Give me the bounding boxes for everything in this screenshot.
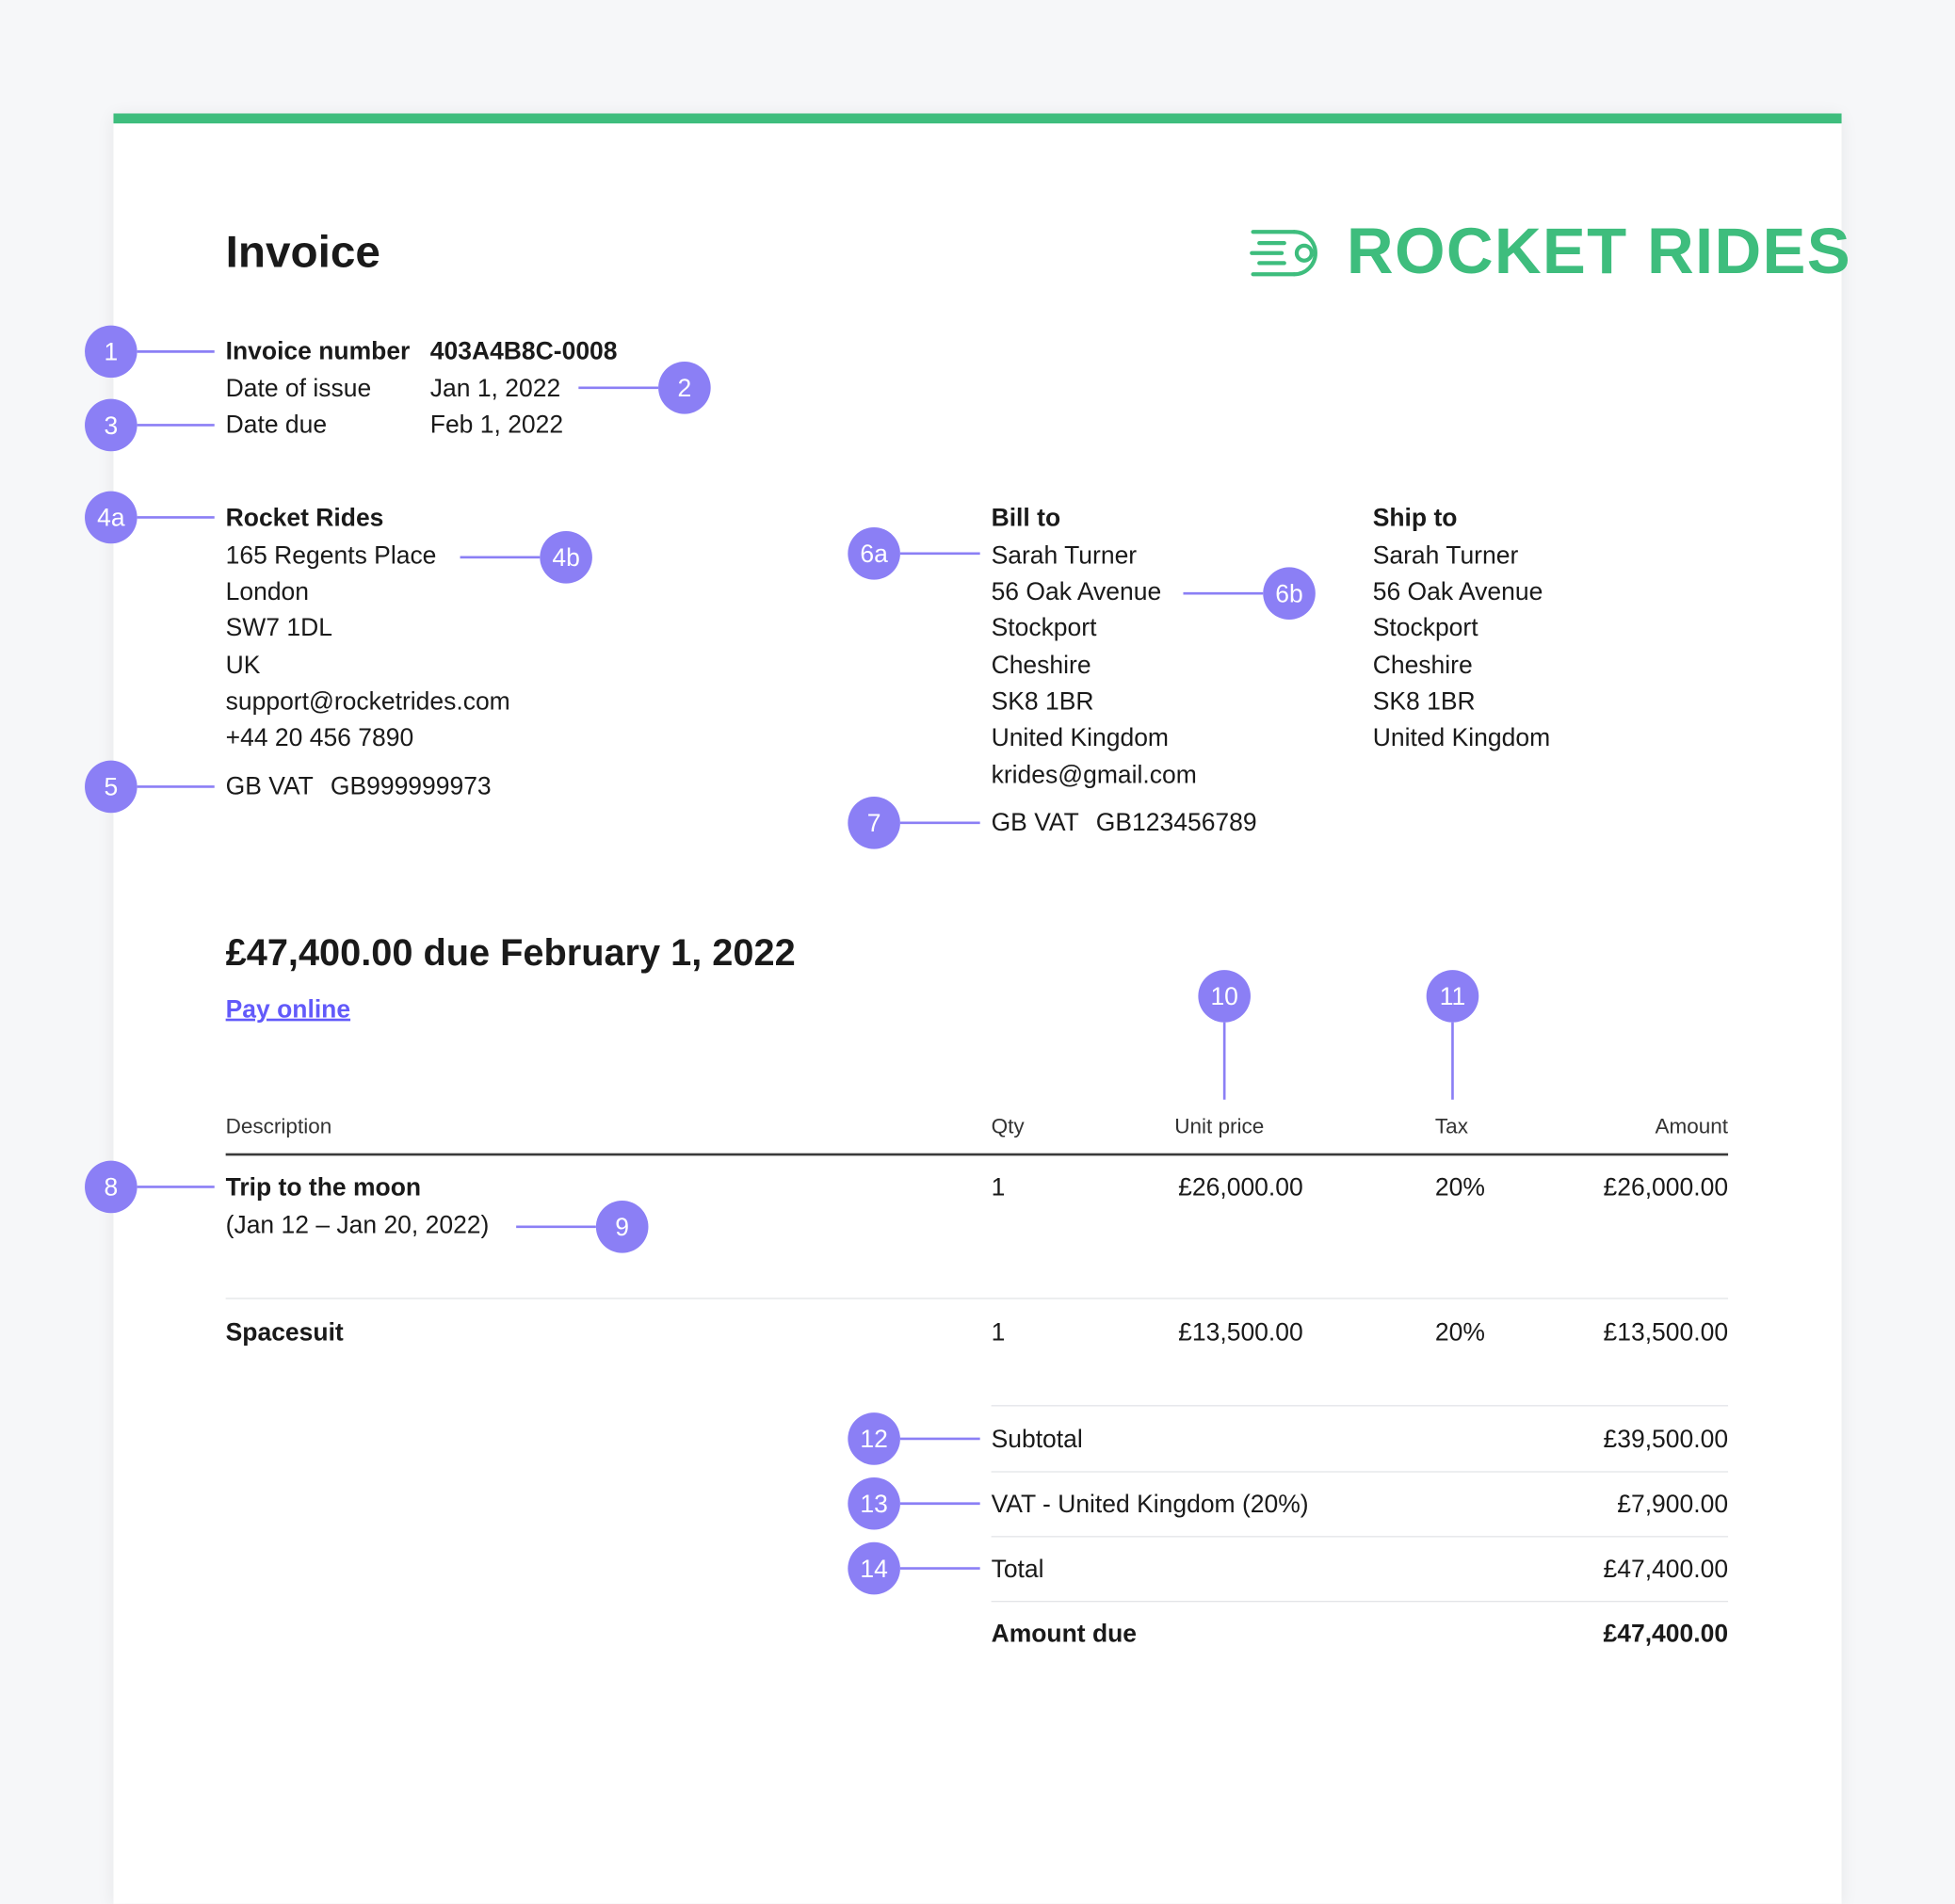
subtotal-value: £39,500.00 (1603, 1426, 1729, 1454)
amount-due-heading: £47,400.00 due February 1, 2022 (225, 932, 796, 975)
line-item-unit-price: £13,500.00 (1178, 1318, 1303, 1347)
amount-due-value: £47,400.00 (1603, 1621, 1729, 1649)
svg-text:14: 14 (860, 1554, 888, 1583)
total-value: £47,400.00 (1603, 1556, 1729, 1584)
svg-text:11: 11 (1439, 982, 1466, 1011)
bill-to-email: krides@gmail.com (991, 761, 1197, 790)
seller-phone: +44 20 456 7890 (225, 724, 414, 752)
svg-text:13: 13 (860, 1490, 888, 1519)
bill-to-line: Cheshire (991, 652, 1091, 680)
bill-to-line: Sarah Turner (991, 541, 1138, 571)
svg-text:9: 9 (615, 1213, 630, 1242)
svg-text:2: 2 (677, 374, 692, 403)
vat-label: VAT - United Kingdom (20%) (991, 1491, 1309, 1519)
svg-text:6a: 6a (860, 540, 888, 569)
svg-text:3: 3 (104, 411, 119, 440)
ship-to-heading: Ship to (1372, 505, 1458, 533)
logo-text: ROCKET RIDES (1346, 216, 1852, 288)
date-due-label: Date due (225, 411, 328, 440)
svg-text:12: 12 (860, 1425, 888, 1454)
line-item-tax: 20% (1434, 1174, 1485, 1202)
line-item-period: (Jan 12 – Jan 20, 2022) (225, 1211, 490, 1240)
svg-text:4a: 4a (97, 503, 125, 532)
callout-marker (848, 797, 900, 849)
line-item-qty: 1 (991, 1174, 1006, 1202)
invoice-number-label: Invoice number (225, 337, 411, 365)
column-header-tax: Tax (1434, 1114, 1468, 1138)
date-of-issue-value: Jan 1, 2022 (429, 375, 561, 403)
bill-to-vat-value: GB123456789 (1095, 809, 1257, 837)
line-item-description: Trip to the moon (225, 1174, 422, 1202)
subtotal-label: Subtotal (991, 1426, 1083, 1454)
ship-to-line: Stockport (1372, 614, 1478, 642)
callout-marker (85, 1161, 137, 1214)
callout-marker (85, 326, 137, 379)
line-item-unit-price: £26,000.00 (1178, 1174, 1303, 1202)
invoice-number-value: 403A4B8C-0008 (429, 337, 618, 365)
callout-marker (848, 1412, 900, 1465)
callout-marker (85, 399, 137, 452)
total-label: Total (991, 1556, 1044, 1584)
callout-marker (848, 527, 900, 580)
bill-to-line: SK8 1BR (991, 687, 1094, 716)
svg-text:8: 8 (104, 1172, 119, 1202)
seller-address-line: SW7 1DL (225, 614, 332, 642)
ship-to-line: Sarah Turner (1372, 541, 1519, 571)
bill-to-heading: Bill to (991, 505, 1061, 533)
ship-to-line: United Kingdom (1372, 724, 1551, 752)
vat-value: £7,900.00 (1617, 1491, 1729, 1519)
ship-to-line: Cheshire (1372, 652, 1473, 680)
ship-to-line: SK8 1BR (1372, 687, 1476, 716)
callout-marker (848, 1477, 900, 1530)
seller-address-line: London (225, 578, 310, 606)
svg-text:10: 10 (1210, 982, 1238, 1011)
seller-vat-label: GB VAT (225, 772, 314, 801)
date-due-value: Feb 1, 2022 (429, 411, 564, 440)
line-item-description: Spacesuit (225, 1318, 344, 1347)
bill-to-vat-label: GB VAT (991, 809, 1079, 837)
column-header-description: Description (225, 1114, 332, 1138)
line-item-amount: £26,000.00 (1603, 1174, 1729, 1202)
bill-to-line: 56 Oak Avenue (991, 578, 1162, 606)
callout-marker (1263, 567, 1316, 620)
seller-address-line: UK (225, 652, 261, 680)
amount-due-label: Amount due (991, 1621, 1138, 1649)
callout-marker (1198, 970, 1251, 1023)
seller-name: Rocket Rides (225, 505, 384, 533)
svg-text:1: 1 (104, 337, 119, 366)
svg-text:5: 5 (104, 772, 119, 801)
bill-to-line: United Kingdom (991, 724, 1170, 752)
callout-marker (85, 492, 137, 544)
bill-to-line: Stockport (991, 614, 1097, 642)
ship-to-line: 56 Oak Avenue (1372, 578, 1543, 606)
callout-marker (848, 1542, 900, 1595)
callout-marker (1427, 970, 1479, 1023)
callout-marker (658, 362, 711, 414)
line-item-qty: 1 (991, 1318, 1006, 1347)
callout-marker (596, 1201, 649, 1253)
svg-text:7: 7 (866, 809, 881, 838)
column-header-qty: Qty (991, 1114, 1025, 1138)
line-item-amount: £13,500.00 (1603, 1318, 1729, 1347)
pay-online-link[interactable]: Pay online (225, 995, 351, 1025)
line-item-tax: 20% (1434, 1318, 1485, 1347)
svg-text:4b: 4b (552, 543, 580, 573)
seller-address-line: 165 Regents Place (225, 541, 437, 571)
svg-text:6b: 6b (1275, 579, 1303, 608)
column-header-amount: Amount (1655, 1114, 1729, 1138)
page-title: Invoice (225, 225, 380, 277)
column-header-unit-price: Unit price (1174, 1114, 1265, 1138)
callout-marker (85, 761, 137, 814)
seller-vat-value: GB999999973 (330, 772, 492, 801)
callout-marker (540, 531, 592, 584)
seller-email: support@rocketrides.com (225, 687, 510, 716)
date-of-issue-label: Date of issue (225, 375, 372, 403)
